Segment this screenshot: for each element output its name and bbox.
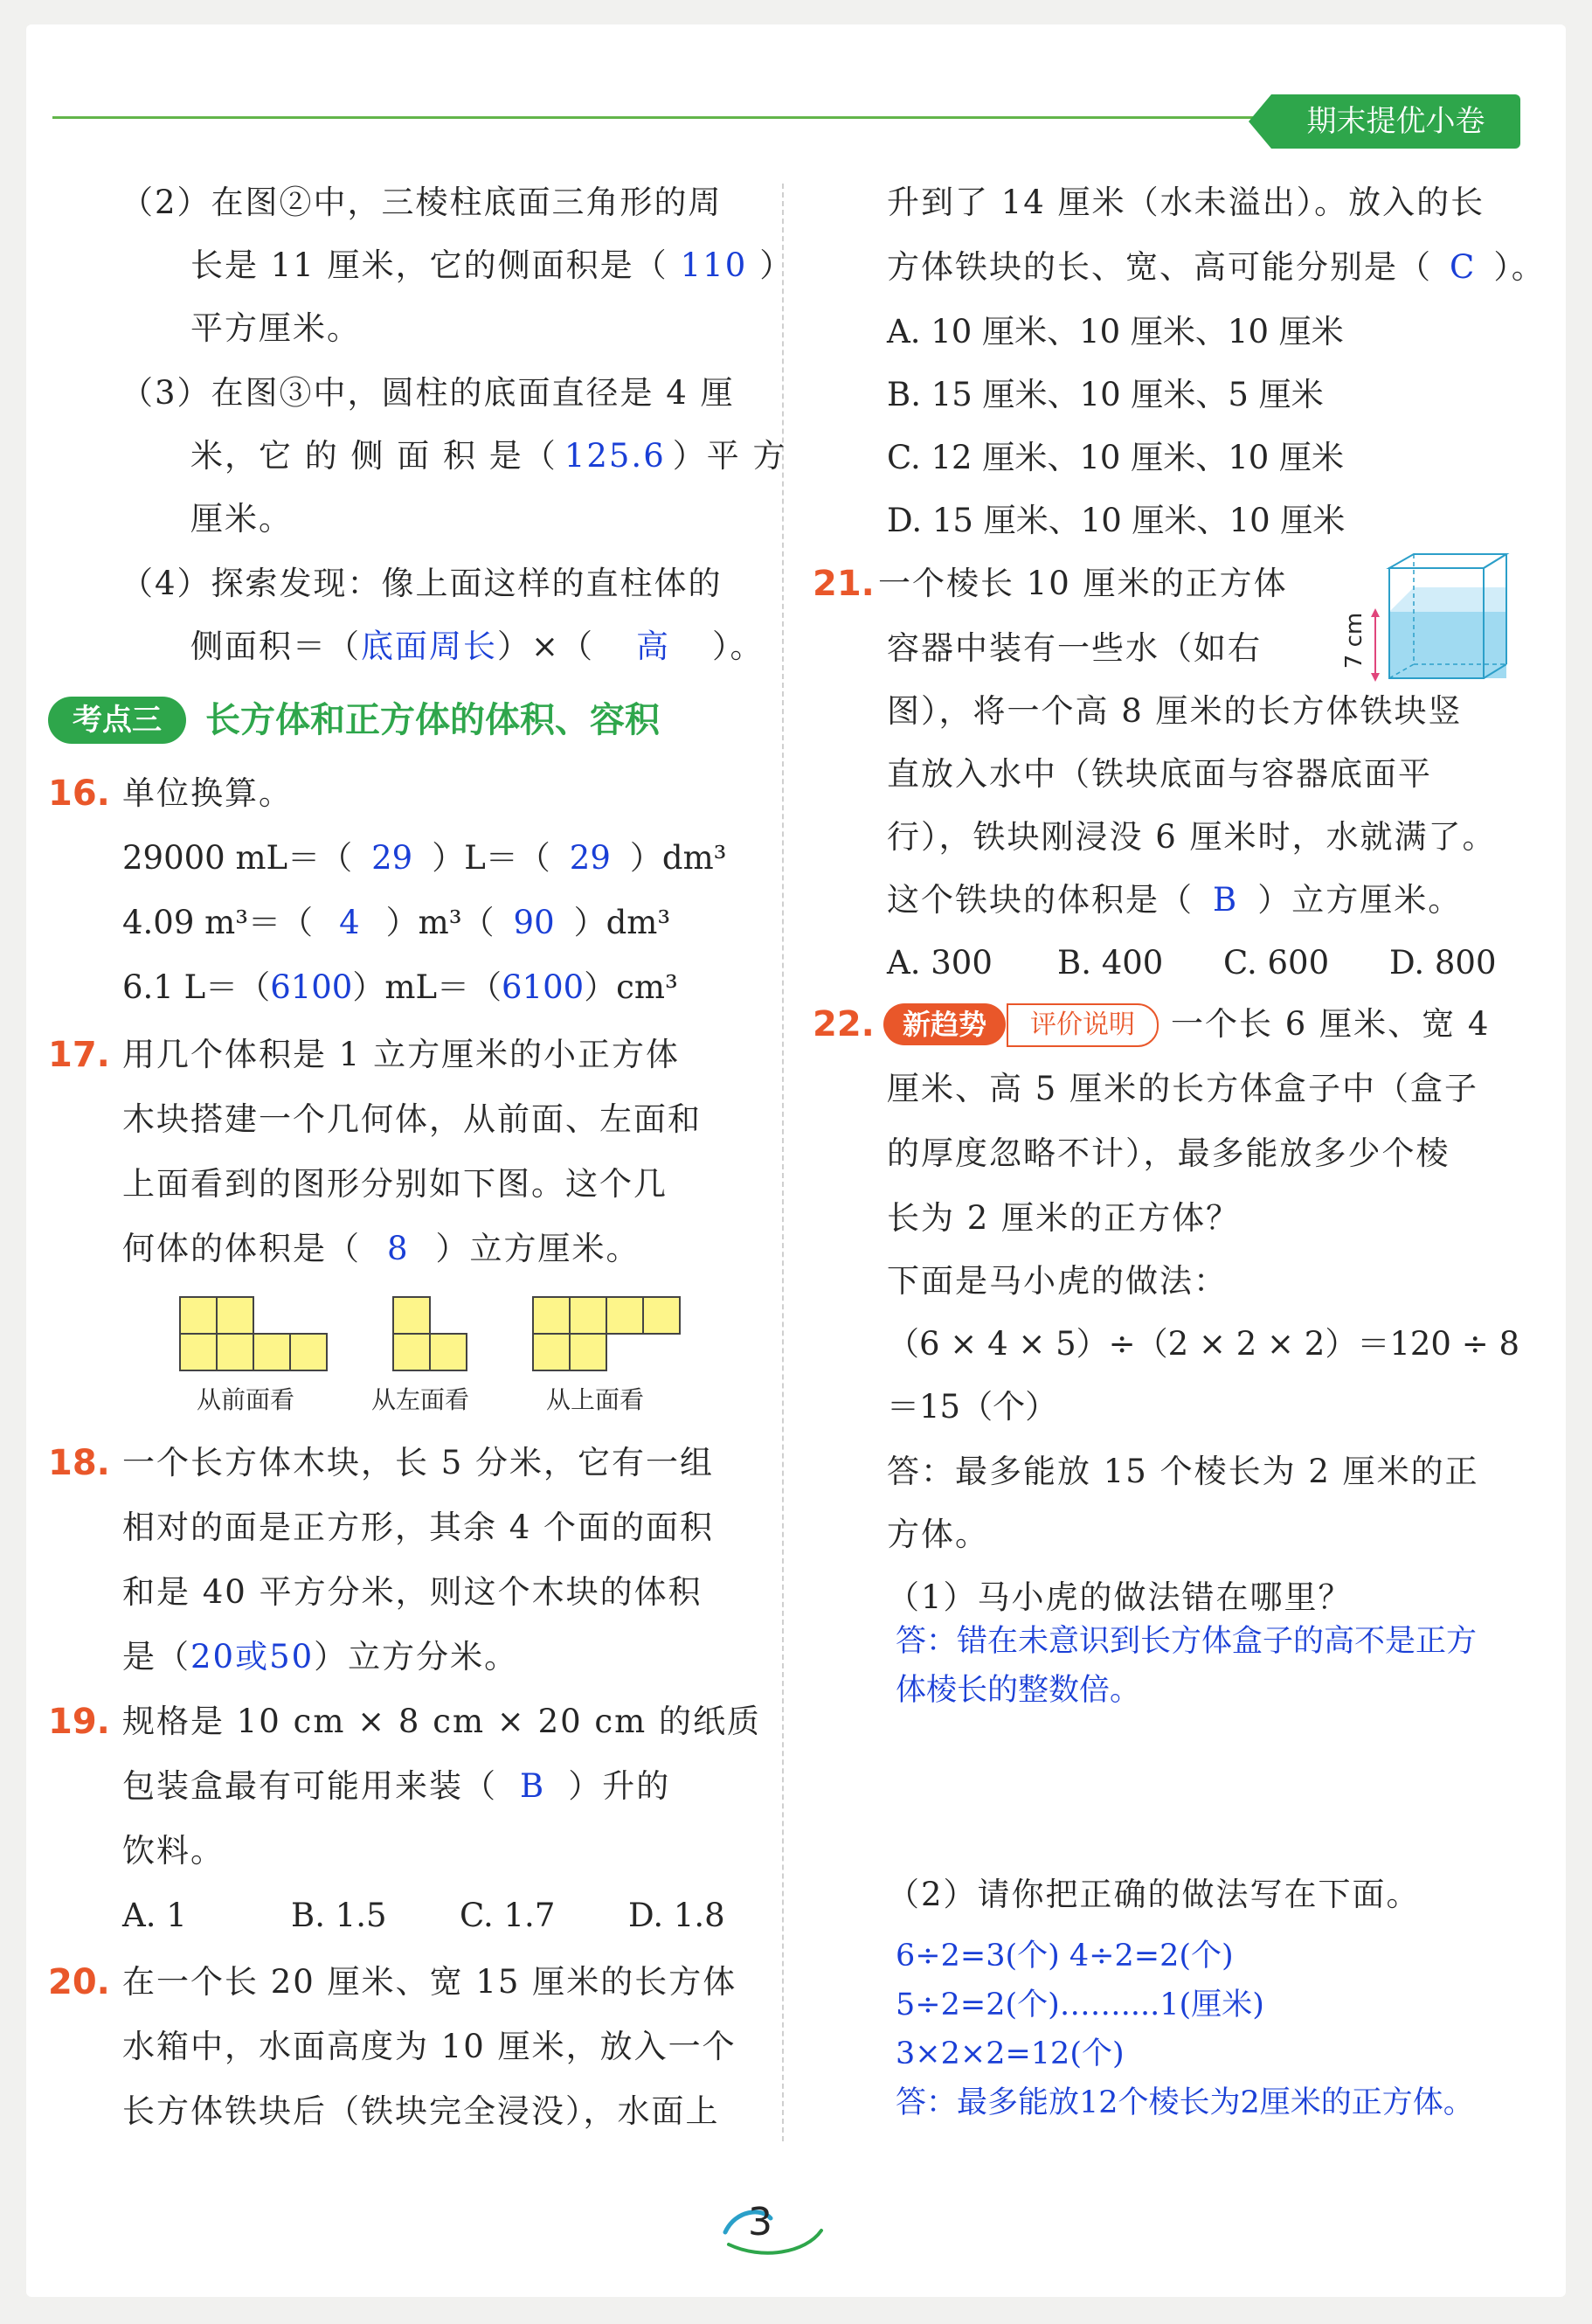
q16-r1-text: 29000 mL＝（ bbox=[122, 839, 353, 877]
q19-text: 包装盒最有可能用来装（ bbox=[122, 1767, 497, 1805]
q20-option-b: B. 15 厘米、10 厘米、5 厘米 bbox=[887, 376, 1324, 413]
q22-line3: 的厚度忽略不计），最多能放多少个棱 bbox=[887, 1134, 1450, 1172]
q16-r1-answer-2: 29 bbox=[569, 839, 611, 877]
q16-row-2 bbox=[122, 902, 670, 944]
q16-r3-answer-1: 6100 bbox=[270, 968, 353, 1006]
q16-r3-answer-2: 6100 bbox=[502, 968, 585, 1006]
q22-sub2-answer-line2: 5÷2=2(个)……....1(厘米) bbox=[896, 1988, 1264, 2022]
q17-caption-top: 从上面看 bbox=[546, 1385, 645, 1414]
q17-line2: 木块搭建一个几何体，从前面、左面和 bbox=[122, 1100, 702, 1138]
q17-caption-left: 从左面看 bbox=[371, 1385, 470, 1414]
q15-2-text-end: ） bbox=[759, 246, 794, 284]
q22-sub1: （1）马小虎的做法错在哪里？ bbox=[887, 1578, 1353, 1616]
q16-r2-text: 4.09 m³＝（ bbox=[122, 904, 314, 941]
q18-line3: 和是 40 平方分米，则这个木块的体积 bbox=[122, 1573, 703, 1611]
section-tag: 考点三 bbox=[48, 697, 186, 744]
q18-text-end: ）立方分米。 bbox=[314, 1638, 519, 1675]
q15-2-line1: （2）在图②中，三棱柱底面三角形的周 bbox=[121, 184, 723, 221]
q15-4-line2 bbox=[190, 626, 765, 668]
q20-cont-line1: 升到了 14 厘米（水未溢出）。放入的长 bbox=[887, 184, 1485, 221]
q15-4-text-mid: ）×（ bbox=[497, 628, 595, 665]
badge-evaluation: 评价说明 bbox=[1007, 1003, 1159, 1047]
cube-container-figure bbox=[1353, 551, 1519, 699]
q16-r1-text-3: ）dm³ bbox=[629, 839, 727, 877]
q18-line1: 一个长方体木块，长 5 分米，它有一组 bbox=[122, 1444, 715, 1481]
q20-cont-line2 bbox=[887, 246, 1546, 288]
q15-3-text-end: ）平 方 bbox=[672, 437, 787, 475]
view-front-grid bbox=[180, 1297, 327, 1370]
q21-line3: 图），将一个高 8 厘米的长方体铁块竖 bbox=[887, 692, 1463, 730]
q21-number: 21. bbox=[813, 564, 875, 604]
q15-3-answer: 125.6 bbox=[564, 437, 666, 475]
q16-r2-answer-2: 90 bbox=[513, 904, 555, 941]
q15-3-line2 bbox=[190, 435, 787, 477]
q22-sub2-answer-line1: 6÷2=3(个) 4÷2=2(个) bbox=[896, 1939, 1234, 1974]
q16-r2-text-3: ）dm³ bbox=[573, 904, 671, 941]
q21-line2: 容器中装有一些水（如右 bbox=[887, 629, 1262, 667]
q17-text: 何体的体积是（ bbox=[122, 1230, 361, 1267]
view-left-grid bbox=[393, 1297, 467, 1370]
q22-sub2-answer-line4: 答：最多能放12个棱长为2厘米的正方体。 bbox=[896, 2085, 1474, 2120]
q18-answer: 20或50 bbox=[190, 1638, 315, 1675]
q20-answer: C bbox=[1450, 248, 1477, 286]
q22-line4: 长为 2 厘米的正方体？ bbox=[887, 1199, 1241, 1237]
q15-4-answer-1: 底面周长 bbox=[361, 628, 497, 665]
q20-number: 20. bbox=[48, 1962, 110, 2002]
view-top-grid bbox=[533, 1297, 680, 1370]
q16-r1-answer-1: 29 bbox=[371, 839, 413, 877]
q22-sub2: （2）请你把正确的做法写在下面。 bbox=[887, 1876, 1421, 1913]
q22-line8: 答：最多能放 15 个棱长为 2 厘米的正 bbox=[887, 1453, 1479, 1490]
q19-number: 19. bbox=[48, 1702, 110, 1742]
q16-number: 16. bbox=[48, 774, 110, 814]
q18-line2: 相对的面是正方形，其余 4 个面的面积 bbox=[122, 1509, 715, 1546]
q16-row-3 bbox=[122, 967, 678, 1009]
q16-r3-text-3: ）cm³ bbox=[584, 968, 678, 1006]
q19-option-c: C. 1.7 bbox=[460, 1897, 556, 1934]
q22-sub1-answer-line1: 答：错在未意识到长方体盒子的高不是正方 bbox=[896, 1624, 1478, 1659]
q20-text: 方体铁块的长、宽、高可能分别是（ bbox=[887, 248, 1432, 286]
q21-text: 这个铁块的体积是（ bbox=[887, 881, 1194, 919]
q19-option-b: B. 1.5 bbox=[291, 1897, 387, 1934]
q17-views-figure bbox=[175, 1292, 734, 1379]
q21-option-c: C. 600 bbox=[1223, 944, 1330, 982]
q15-4-line1: （4）探索发现：像上面这样的直柱体的 bbox=[121, 565, 723, 602]
q15-2-line2 bbox=[190, 245, 793, 287]
q15-3-line3: 厘米。 bbox=[190, 500, 293, 538]
q21-line1: 一个棱长 10 厘米的正方体 bbox=[878, 565, 1288, 602]
q15-4-text: 侧面积＝（ bbox=[190, 628, 361, 665]
q20-line2: 水箱中，水面高度为 10 厘米，放入一个 bbox=[122, 2028, 737, 2065]
q16-r2-text-2: ）m³（ bbox=[385, 904, 495, 941]
q17-line1: 用几个体积是 1 立方厘米的小正方体 bbox=[122, 1036, 681, 1073]
q20-line1: 在一个长 20 厘米、宽 15 厘米的长方体 bbox=[122, 1963, 737, 2001]
q22-sub1-answer-line2: 体棱长的整数倍。 bbox=[896, 1673, 1141, 1708]
q16-prompt: 单位换算。 bbox=[122, 774, 293, 812]
q17-number: 17. bbox=[48, 1035, 110, 1075]
q21-option-d: D. 800 bbox=[1389, 944, 1497, 982]
q19-line1: 规格是 10 cm × 8 cm × 20 cm 的纸质 bbox=[122, 1703, 761, 1740]
header-rule bbox=[52, 116, 1276, 119]
q22-line7: ＝15（个） bbox=[887, 1388, 1058, 1426]
column-divider bbox=[782, 184, 784, 2141]
q19-option-d: D. 1.8 bbox=[628, 1897, 725, 1934]
q20-text-end: ）。 bbox=[1493, 248, 1546, 286]
q21-line5: 行），铁块刚浸没 6 厘米时，水就满了。 bbox=[887, 818, 1497, 856]
q15-3-line1: （3）在图③中，圆柱的底面直径是 4 厘 bbox=[121, 374, 735, 412]
q20-line3: 长方体铁块后（铁块完全浸没），水面上 bbox=[122, 2092, 720, 2130]
q15-2-text: 长是 11 厘米，它的侧面积是（ bbox=[190, 246, 668, 284]
q21-line4: 直放入水中（铁块底面与容器底面平 bbox=[887, 755, 1432, 793]
q22-sub2-answer-line3: 3×2×2=12(个) bbox=[896, 2036, 1125, 2071]
q19-answer: B bbox=[520, 1767, 546, 1805]
q21-answer: B bbox=[1213, 881, 1239, 919]
q19-line2 bbox=[122, 1766, 670, 1807]
q22-number: 22. bbox=[813, 1004, 875, 1044]
q20-option-c: C. 12 厘米、10 厘米、10 厘米 bbox=[887, 439, 1345, 476]
header-tab: 期末提优小卷 bbox=[1271, 94, 1520, 149]
q18-text: 是（ bbox=[122, 1638, 190, 1675]
q21-figure-label: 7 cm bbox=[1341, 612, 1367, 669]
q18-line4 bbox=[122, 1636, 518, 1678]
q17-line3: 上面看到的图形分别如下图。这个几 bbox=[122, 1165, 668, 1203]
q22-line1: 一个长 6 厘米、宽 4 bbox=[1171, 1005, 1491, 1043]
q21-line6 bbox=[887, 879, 1462, 921]
q15-2-answer: 110 bbox=[680, 246, 748, 284]
q16-r1-text-2: ）L＝（ bbox=[432, 839, 550, 877]
q17-caption-front: 从前面看 bbox=[197, 1385, 295, 1414]
badge-new-trend: 新趋势 bbox=[883, 1003, 1006, 1045]
q16-row-1 bbox=[122, 837, 727, 879]
q21-option-a: A. 300 bbox=[887, 944, 993, 982]
page-number: 3 bbox=[748, 2200, 772, 2244]
q22-line5: 下面是马小虎的做法： bbox=[887, 1262, 1228, 1300]
q17-line4 bbox=[122, 1228, 640, 1270]
q20-option-d: D. 15 厘米、10 厘米、10 厘米 bbox=[887, 502, 1346, 539]
section-title: 长方体和正方体的体积、容积 bbox=[205, 700, 660, 740]
q15-2-line3: 平方厘米。 bbox=[190, 309, 361, 347]
q19-text-end: ）升的 bbox=[568, 1767, 671, 1805]
q15-3-text: 米，它 的 侧 面 积 是（ bbox=[190, 437, 557, 475]
q17-text-end: ）立方厘米。 bbox=[435, 1230, 640, 1267]
q15-4-text-end: ）。 bbox=[712, 628, 765, 665]
q21-text-end: ）立方厘米。 bbox=[1257, 881, 1463, 919]
q18-number: 18. bbox=[48, 1443, 110, 1483]
q20-option-a: A. 10 厘米、10 厘米、10 厘米 bbox=[887, 313, 1344, 350]
q22-line9: 方体。 bbox=[887, 1516, 989, 1553]
q21-option-b: B. 400 bbox=[1057, 944, 1164, 982]
q17-answer: 8 bbox=[387, 1230, 410, 1267]
q16-r2-answer-1: 4 bbox=[339, 904, 360, 941]
q15-4-answer-2: 高 bbox=[636, 628, 671, 665]
q19-line3: 饮料。 bbox=[122, 1832, 225, 1870]
q16-r3-text: 6.1 L＝（ bbox=[122, 968, 271, 1006]
q22-line6: （6 × 4 × 5）÷（2 × 2 × 2）＝120 ÷ 8 bbox=[887, 1325, 1520, 1363]
q22-line2: 厘米、高 5 厘米的长方体盒子中（盒子 bbox=[887, 1070, 1479, 1107]
q16-r3-text-2: ）mL＝（ bbox=[352, 968, 502, 1006]
q19-option-a: A. 1 bbox=[122, 1897, 187, 1934]
